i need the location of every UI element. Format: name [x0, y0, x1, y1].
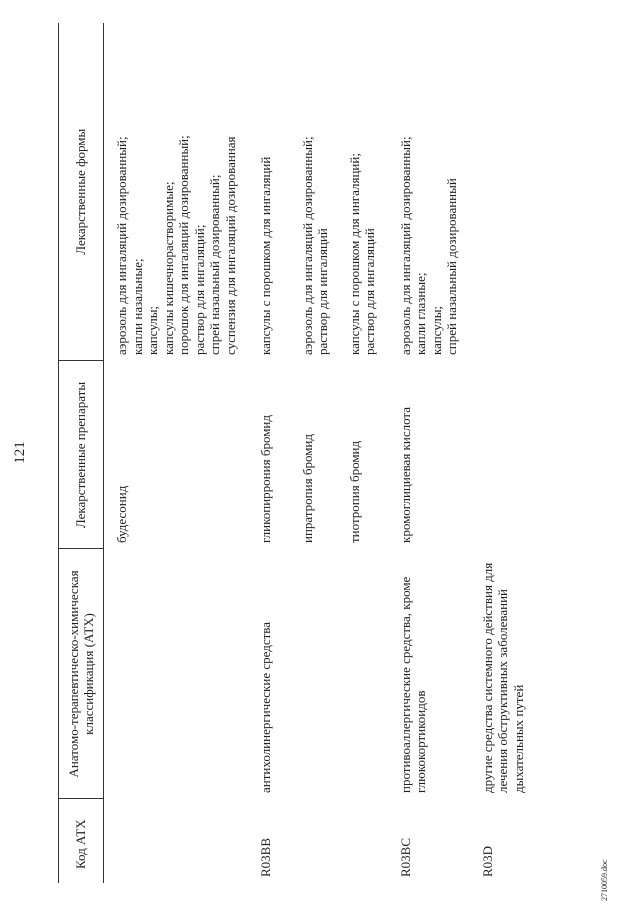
cell-drug: кромоглициевая кислота — [397, 406, 413, 543]
dosage-form-line: спрей назальный дозированный — [444, 178, 459, 355]
dosage-form-line: аэрозоль для ингаляций дозированный; — [397, 136, 413, 355]
atc-table — [58, 23, 546, 883]
cell-forms — [284, 23, 331, 361]
dosage-form-line: капсулы; — [428, 305, 444, 355]
dosage-form-line: раствор для ингаляций — [362, 228, 377, 355]
table-row — [388, 23, 470, 883]
cell-forms — [331, 23, 388, 361]
dosage-form-line: капли глазные; — [413, 272, 428, 355]
dosage-form-line: капли назальные; — [129, 258, 145, 355]
cell-code — [284, 799, 331, 883]
cell-code: R03D — [479, 845, 495, 877]
cell-classification: противоаллергические средства, кроме глюкокортикоидов — [397, 576, 428, 793]
cell-drug: тиотропия бромид — [346, 440, 362, 543]
cell-classification — [104, 549, 249, 799]
cell-forms — [388, 23, 470, 361]
header-forms: Лекарственные формы — [59, 23, 104, 361]
dosage-form-line: аэрозоль для ингаляций дозированный; — [299, 136, 315, 355]
dosage-form-line: аэрозоль для ингаляций дозированный; — [114, 136, 129, 355]
table-row — [284, 23, 331, 883]
cell-drug: будесонид — [114, 485, 129, 543]
cell-code — [104, 799, 249, 883]
table-row — [470, 23, 547, 883]
cell-classification — [331, 549, 388, 799]
cell-drug: ипратропия бромид — [299, 434, 315, 543]
table-header-row — [59, 23, 104, 883]
cell-classification: антихолинергические средства — [258, 621, 273, 793]
table-row — [248, 23, 284, 883]
cell-forms — [470, 23, 547, 361]
header-drugs: Лекарственные препараты — [59, 361, 104, 549]
dosage-form-line: капсулы с порошком для ингаляций; — [346, 153, 362, 355]
dosage-form-line: раствор для ингаляций; — [191, 224, 207, 355]
header-classification: Анатомо-терапевтическо-химическая классификация (АТХ) — [59, 549, 104, 799]
footer-filename: 2710059.doc — [600, 859, 609, 901]
header-code: Код АТХ — [59, 799, 104, 883]
page-number: 121 — [12, 441, 28, 464]
dosage-form-line: капсулы кишечнорастворимые; — [160, 181, 176, 355]
dosage-form-line: раствор для ингаляций — [315, 228, 330, 355]
dosage-form-line: капсулы с порошком для ингаляций — [258, 156, 273, 355]
cell-code: R03BC — [397, 837, 413, 877]
cell-classification — [284, 549, 331, 799]
cell-drug — [470, 361, 547, 549]
cell-forms — [248, 23, 284, 361]
dosage-form-line: порошок для ингаляций дозированный; — [176, 135, 191, 355]
table-row — [331, 23, 388, 883]
table-body — [104, 23, 547, 883]
cell-classification: другие средства системного действия для лечения обструктивных заболеваний дыхательных путей — [479, 562, 526, 793]
dosage-form-line: капсулы; — [145, 305, 160, 355]
cell-code: R03BB — [258, 837, 273, 877]
cell-code — [331, 799, 388, 883]
dosage-form-line: спрей назальный дозированный; — [207, 174, 222, 355]
cell-drug: гликопиррония бромид — [258, 415, 273, 543]
dosage-form-line: суспензия для ингаляций дозированная — [222, 136, 238, 355]
cell-forms — [104, 23, 249, 361]
table-row — [104, 23, 249, 883]
